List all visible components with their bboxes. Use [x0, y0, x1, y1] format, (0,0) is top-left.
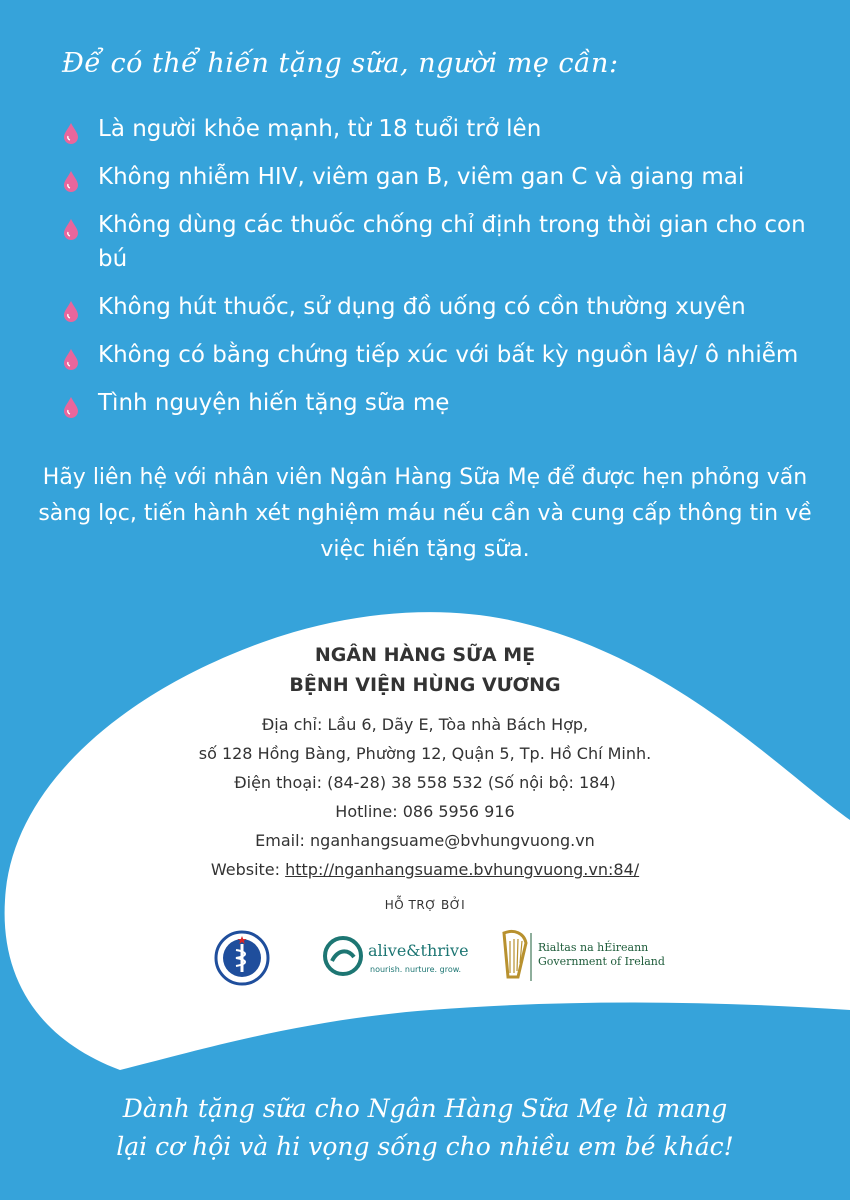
- government-of-ireland-logo: [498, 927, 668, 987]
- requirement-text: Không dùng các thuốc chống chỉ định trong thời gian cho con bú: [98, 212, 806, 272]
- footer-slogan: [60, 1090, 790, 1166]
- requirement-text: Tình nguyện hiến tặng sữa mẹ: [98, 390, 450, 416]
- milk-drop-icon: [62, 170, 80, 192]
- footer-slogan-line-2: lại cơ hội và hi vọng sống cho nhiều em bé khác!: [116, 1132, 734, 1161]
- bank-name: NGÂN HÀNG SỮA MẸ: [314, 644, 536, 666]
- address-label: Địa chỉ:: [261, 715, 323, 734]
- website-label: Website:: [210, 860, 281, 879]
- milk-drop-icon: [62, 300, 80, 322]
- footer-slogan-line-1: Dành tặng sữa cho Ngân Hàng Sữa Mẹ là mang: [122, 1094, 728, 1123]
- list-item: [62, 338, 822, 372]
- requirements-heading: Để có thể hiến tặng sữa, người mẹ cần:: [62, 48, 619, 79]
- website-link[interactable]: http://nganhangsuame.bvhungvuong.vn:84/: [285, 860, 640, 879]
- ministry-of-health-logo: [214, 930, 270, 986]
- hotline-line: [150, 797, 700, 826]
- hotline-value: 086 5956 916: [402, 802, 515, 821]
- milk-drop-icon: [62, 218, 80, 240]
- alive-thrive-logo: [322, 935, 482, 985]
- ireland-name-irish: Rialtas na hÉireann: [538, 941, 649, 954]
- hospital-name: BỆNH VIỆN HÙNG VƯƠNG: [289, 674, 561, 696]
- alive-thrive-swirl-icon: [322, 935, 364, 977]
- list-item: [62, 112, 822, 146]
- milk-drop-icon: [62, 348, 80, 370]
- requirement-text: Không nhiễm HIV, viêm gan B, viêm gan C và giang mai: [98, 164, 745, 190]
- email-line: [150, 826, 700, 855]
- contact-card: [150, 640, 700, 912]
- hotline-label: Hotline:: [335, 802, 398, 821]
- ministry-of-health-emblem-icon: [214, 930, 270, 986]
- address-line-2: số 128 Hồng Bàng, Phường 12, Quận 5, Tp. Hồ Chí Minh.: [198, 744, 652, 763]
- email-label: Email:: [255, 831, 305, 850]
- address-line-1: [150, 710, 700, 739]
- phone-line: [150, 768, 700, 797]
- contact-note: Hãy liên hệ với nhân viên Ngân Hàng Sữa Mẹ để được hẹn phỏng vấn sàng lọc, tiến hành xét nghiệm máu nếu cần và cung cấp thông tin về việc hiến tặng sữa.: [38, 465, 812, 562]
- list-item: [62, 208, 822, 276]
- requirement-text: Không hút thuốc, sử dụng đồ uống có cồn thường xuyên: [98, 294, 746, 320]
- address-value: Lầu 6, Dãy E, Tòa nhà Bách Hợp,: [327, 715, 589, 734]
- milk-drop-icon: [62, 396, 80, 418]
- list-item: [62, 290, 822, 324]
- alive-thrive-name: alive&thrive: [368, 941, 469, 960]
- list-item: [62, 386, 822, 420]
- website-line: [150, 855, 700, 884]
- harp-icon: [498, 927, 532, 983]
- sponsor-logos: [0, 925, 850, 995]
- support-label: HỖ TRỢ BỞI: [384, 898, 466, 912]
- phone-label: Điện thoại:: [234, 773, 322, 792]
- requirements-list: [62, 112, 822, 434]
- ireland-name-english: Government of Ireland: [538, 955, 665, 968]
- requirement-text: Là người khỏe mạnh, từ 18 tuổi trở lên: [98, 116, 542, 142]
- milk-drop-icon: [62, 122, 80, 144]
- email-value: nganhangsuame@bvhungvuong.vn: [310, 831, 595, 850]
- requirement-text: Không có bằng chứng tiếp xúc với bất kỳ nguồn lây/ ô nhiễm: [98, 342, 799, 368]
- alive-thrive-tagline: nourish. nurture. grow.: [370, 965, 462, 974]
- list-item: [62, 160, 822, 194]
- phone-value: (84-28) 38 558 532 (Số nội bộ: 184): [327, 773, 616, 792]
